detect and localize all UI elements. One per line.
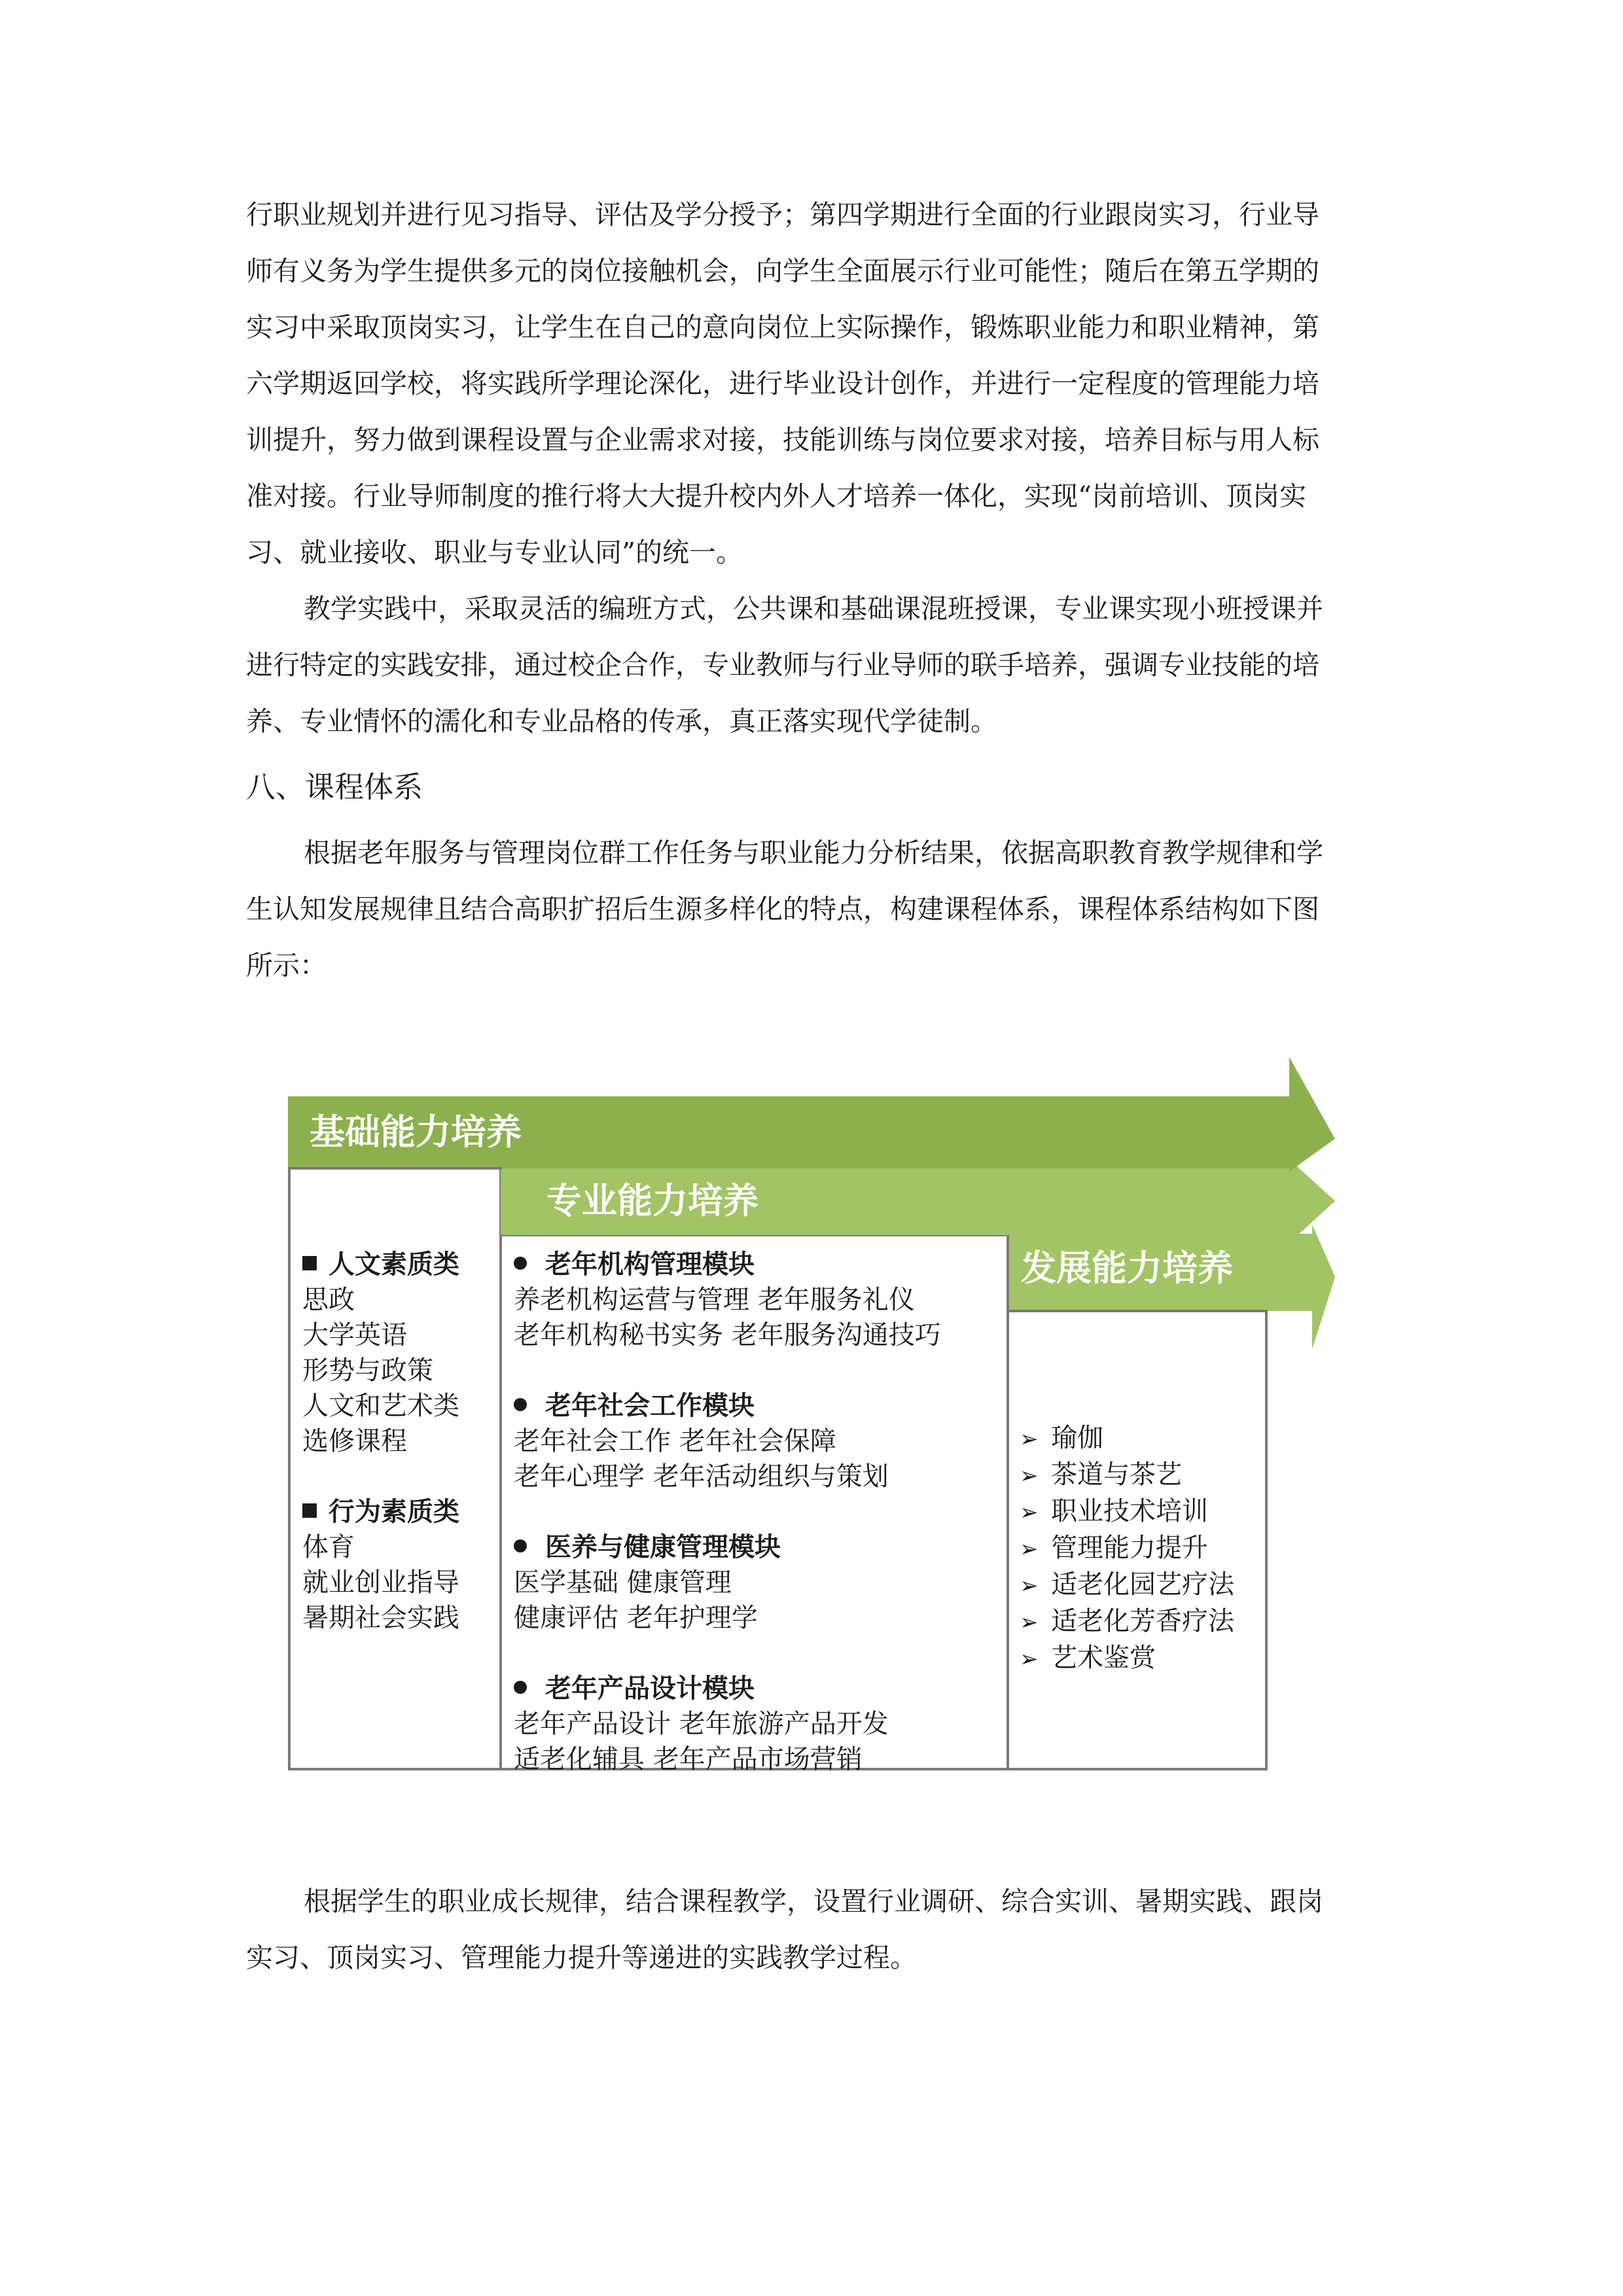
text-line: 教学实践中，采取灵活的编班方式，公共课和基础课混班授课，专业课实现小班授课并 — [304, 593, 1323, 624]
module-title: 老年产品设计模块 — [514, 1671, 941, 1706]
development-column — [1020, 1420, 1234, 1677]
arrow-bullet-icon: ➢ — [1020, 1536, 1039, 1562]
paragraph-4 — [246, 1873, 1378, 1986]
text-line: 行职业规划并进行见习指导、评估及学分授予；第四学期进行全面的行业跟岗实习，行业导 — [246, 199, 1319, 230]
module-line: 健康评估 老年护理学 — [514, 1603, 758, 1633]
arrow-bullet-icon: ➢ — [1020, 1499, 1039, 1526]
paragraph-1 — [246, 187, 1378, 581]
module-title: 老年社会工作模块 — [514, 1388, 941, 1424]
list-item: 就业创业指导 — [302, 1568, 459, 1598]
text-line: 训提升，努力做到课程设置与企业需求对接，技能训练与岗位要求对接，培养目标与用人标 — [246, 424, 1319, 456]
text-line: 养、专业情怀的濡化和专业品格的传承，真正落实现代学徒制。 — [246, 706, 997, 737]
list-item: 暑期社会实践 — [302, 1603, 459, 1633]
arrow-bullet-icon: ➢ — [1020, 1426, 1039, 1452]
professional-ability-title: 专业能力培养 — [546, 1180, 758, 1221]
dot-bullet-icon — [514, 1539, 527, 1552]
basic-column — [302, 1247, 459, 1636]
module-title: 老年机构管理模块 — [514, 1247, 941, 1282]
module-line: 适老化辅具 老年产品市场营销 — [514, 1744, 863, 1774]
module-line: 老年产品设计 老年旅游产品开发 — [514, 1709, 889, 1739]
text-line: 所示： — [246, 950, 327, 981]
list-item: ➢ 茶道与茶艺 — [1020, 1457, 1234, 1494]
list-item: 思政 — [302, 1285, 355, 1315]
square-bullet-icon — [302, 1503, 317, 1518]
list-item: ➢ 适老化芳香疗法 — [1020, 1604, 1234, 1640]
module-line: 医学基础 健康管理 — [514, 1568, 732, 1598]
dot-bullet-icon — [514, 1257, 527, 1270]
text-line: 根据老年服务与管理岗位群工作任务与职业能力分析结果，依据高职教育教学规律和学 — [304, 837, 1323, 869]
text-line: 进行特定的实践安排，通过校企合作，专业教师与行业导师的联手培养，强调专业技能的培 — [246, 649, 1319, 681]
list-item: ➢ 艺术鉴赏 — [1020, 1640, 1234, 1677]
category-behavior: 行为素质类 — [302, 1494, 459, 1530]
text-line: 准对接。行业导师制度的推行将大大提升校内外人才培养一体化，实现“岗前培训、顶岗实 — [246, 480, 1306, 512]
module-line: 老年社会工作 老年社会保障 — [514, 1426, 836, 1456]
text-line: 习、就业接收、职业与专业认同”的统一。 — [246, 537, 743, 568]
list-item: 选修课程 — [302, 1426, 407, 1456]
module-line: 养老机构运营与管理 老年服务礼仪 — [514, 1285, 915, 1315]
module-line: 老年机构秘书实务 老年服务沟通技巧 — [514, 1320, 941, 1350]
dot-bullet-icon — [514, 1681, 527, 1694]
text-line: 生认知发展规律且结合高职扩招后生源多样化的特点，构建课程体系，课程体系结构如下图 — [246, 893, 1319, 925]
professional-column — [514, 1247, 941, 1777]
category-humanities: 人文素质类 — [302, 1247, 459, 1282]
development-ability-title: 发展能力培养 — [1021, 1247, 1233, 1289]
list-item: 大学英语 — [302, 1320, 407, 1350]
paragraph-2 — [246, 581, 1378, 749]
dot-bullet-icon — [514, 1398, 527, 1411]
list-item: 体育 — [302, 1532, 355, 1562]
curriculum-diagram — [288, 1050, 1335, 1790]
arrow-bullet-icon: ➢ — [1020, 1646, 1039, 1672]
text-line: 六学期返回学校，将实践所学理论深化，进行毕业设计创作，并进行一定程度的管理能力培 — [246, 368, 1319, 399]
list-item: ➢ 职业技术培训 — [1020, 1494, 1234, 1530]
section-heading: 八、课程体系 — [246, 770, 423, 804]
text-line: 根据学生的职业成长规律，结合课程教学，设置行业调研、综合实训、暑期实践、跟岗 — [304, 1886, 1323, 1917]
text-line: 师有义务为学生提供多元的岗位接触机会，向学生全面展示行业可能性；随后在第五学期的 — [246, 255, 1319, 287]
text-line: 实习、顶岗实习、管理能力提升等递进的实践教学过程。 — [246, 1942, 917, 1973]
module-title: 医养与健康管理模块 — [514, 1530, 941, 1565]
paragraph-3 — [246, 825, 1378, 994]
arrow-bullet-icon: ➢ — [1020, 1573, 1039, 1599]
square-bullet-icon — [302, 1256, 317, 1270]
text-line: 实习中采取顶岗实习，让学生在自己的意向岗位上实际操作，锻炼职业能力和职业精神，第 — [246, 312, 1319, 343]
list-item: ➢ 管理能力提升 — [1020, 1530, 1234, 1567]
list-item: ➢ 适老化园艺疗法 — [1020, 1567, 1234, 1604]
module-line: 老年心理学 老年活动组织与策划 — [514, 1462, 889, 1492]
list-item: 人文和艺术类 — [302, 1391, 459, 1421]
list-item: 形势与政策 — [302, 1355, 433, 1386]
basic-ability-title: 基础能力培养 — [310, 1111, 522, 1153]
arrow-bullet-icon: ➢ — [1020, 1463, 1039, 1489]
arrow-bullet-icon: ➢ — [1020, 1609, 1039, 1636]
list-item: ➢ 瑜伽 — [1020, 1420, 1234, 1457]
